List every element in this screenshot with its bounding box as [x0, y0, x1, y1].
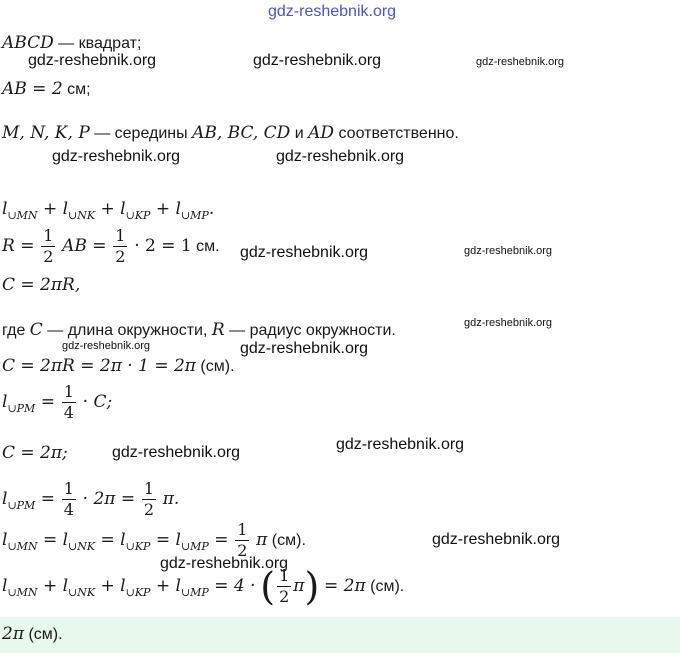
c-symbol: C [29, 320, 43, 340]
definitions [2, 321, 396, 339]
r-result: · 2 = 1 [134, 235, 192, 256]
unit-text: см. [191, 237, 220, 255]
ab-equation: AB = 2 [2, 79, 63, 99]
watermark: gdz-reshebnik.org [276, 148, 405, 165]
watermark: gdz-reshebnik.org [52, 148, 181, 165]
arc-subscript: ∪MP [180, 539, 209, 553]
watermark: gdz-reshebnik.org [464, 245, 553, 257]
unit-text: см; [62, 81, 91, 98]
fraction-denominator: 4 [63, 403, 74, 422]
watermark-top: gdz-reshebnik.org [268, 3, 397, 20]
final-sum-left: $l_{\cup MN} + l_{\cup NK} + l_{\cup KP} + l_{\cup MP} = 4$ · [2, 575, 256, 599]
arc-subscript: ∪MP [180, 585, 209, 599]
arc-sum: $l_{\cup MN} + l_{\cup NK} + l_{\cup KP} + l_{\cup MP}$. [2, 199, 215, 222]
answer-highlight [0, 617, 680, 653]
arc-subscript: ∪PM [7, 401, 36, 415]
arcs-sum-result [2, 566, 404, 607]
answer-value: 2π [2, 624, 24, 644]
pi-symbol: π [256, 529, 268, 550]
arc-pm-value [2, 479, 179, 520]
watermark: gdz-reshebnik.org [336, 436, 465, 453]
watermark: gdz-reshebnik.org [476, 56, 565, 68]
c-calc: C = 2πR = 2π · 1 = 2π [2, 356, 196, 376]
arc-sum-expression [2, 199, 215, 222]
radius-text: — радиус окружности. [224, 322, 396, 339]
answer-line [2, 624, 63, 644]
fraction-denominator: 2 [237, 541, 248, 560]
left-paren: ( [260, 564, 276, 609]
pi-symbol: π [293, 575, 305, 596]
where-text: где [2, 322, 30, 339]
sides-label: AB, BC, CD [192, 123, 291, 143]
fraction-numerator: 1 [63, 382, 74, 401]
fraction-numerator: 1 [63, 479, 74, 498]
fraction-numerator: 1 [279, 566, 290, 585]
arc-subscript: ∪KP [125, 209, 151, 222]
watermark: gdz-reshebnik.org [464, 317, 553, 329]
unit-text: (см). [365, 577, 405, 595]
fraction-half [142, 479, 156, 520]
c-formula: C = 2πR, [2, 275, 81, 295]
fraction-denominator: 2 [143, 500, 155, 519]
square-text: — квадрат; [53, 35, 142, 52]
respectively-text: соответственно. [334, 125, 459, 142]
circumference-value [2, 444, 68, 462]
lpm-label: $l_{\cup PM}$ = [2, 488, 55, 512]
fraction-half [277, 566, 291, 607]
fraction-numerator: 1 [237, 520, 248, 539]
watermark: gdz-reshebnik.org [253, 52, 382, 69]
given-midpoints [2, 124, 459, 142]
length-text: — длина окружности, [42, 322, 212, 339]
arc-subscript: ∪KP [125, 585, 151, 599]
and-text: и [290, 125, 309, 142]
unit-text: (см). [195, 358, 235, 375]
equal-chain: $l_{\cup MN} = l_{\cup NK} = l_{\cup KP} = l_{\cup MP}$ = [2, 529, 229, 553]
abcd-label: ABCD [2, 33, 54, 53]
r-label: R = [2, 235, 35, 256]
unit-text: (см). [267, 531, 306, 549]
arc-subscript: ∪NK [68, 209, 96, 222]
arc-subscript: ∪MN [7, 209, 38, 222]
fraction-numerator: 1 [115, 226, 126, 245]
watermark: gdz-reshebnik.org [432, 531, 561, 548]
circumference-formula [2, 276, 80, 294]
right-paren: ) [304, 564, 320, 609]
ad-label: AD [308, 123, 335, 143]
watermark: gdz-reshebnik.org [160, 555, 289, 572]
answer-unit: (см). [24, 626, 63, 643]
r-symbol: R [211, 320, 225, 340]
watermark: gdz-reshebnik.org [240, 340, 369, 357]
fraction-denominator: 2 [43, 247, 54, 266]
arc-subscript: ∪MP [180, 209, 209, 222]
fraction-denominator: 2 [279, 587, 290, 606]
arc-subscript: ∪NK [68, 539, 96, 553]
arc-subscript: ∪NK [68, 585, 96, 599]
watermark: gdz-reshebnik.org [112, 444, 241, 461]
arc-pm-formula [2, 382, 112, 423]
fraction-quarter [62, 479, 76, 520]
midpoints-text: — середины [89, 125, 193, 142]
fraction-quarter [62, 382, 76, 423]
points-label: M, N, K, P [2, 123, 90, 143]
watermark: gdz-reshebnik.org [28, 52, 157, 69]
c-value: C = 2π; [2, 443, 68, 463]
fraction-half [41, 226, 55, 267]
final-sum-right: = 2π [324, 575, 366, 596]
given-square [2, 34, 141, 52]
arc-subscript: ∪MN [7, 585, 38, 599]
arc-subscript: ∪MN [7, 539, 38, 553]
circumference-calc [2, 357, 235, 375]
lpm-label: $l_{\cup PM}$ = [2, 391, 55, 415]
fraction-denominator: 4 [63, 500, 74, 519]
arc-subscript: ∪KP [125, 539, 151, 553]
times-2pi: · 2π = [82, 488, 136, 509]
pi-dot: π. [162, 488, 180, 509]
fraction-denominator: 2 [115, 247, 126, 266]
arc-subscript: ∪PM [7, 498, 36, 512]
watermark: gdz-reshebnik.org [62, 340, 151, 352]
r-mid: AB = [62, 235, 107, 256]
fraction-numerator: 1 [143, 479, 155, 498]
given-side [2, 80, 91, 98]
fraction-half [113, 226, 127, 267]
radius-calc [2, 226, 220, 267]
watermark: gdz-reshebnik.org [240, 244, 369, 261]
fraction-numerator: 1 [43, 226, 54, 245]
times-c: · C; [82, 391, 113, 412]
